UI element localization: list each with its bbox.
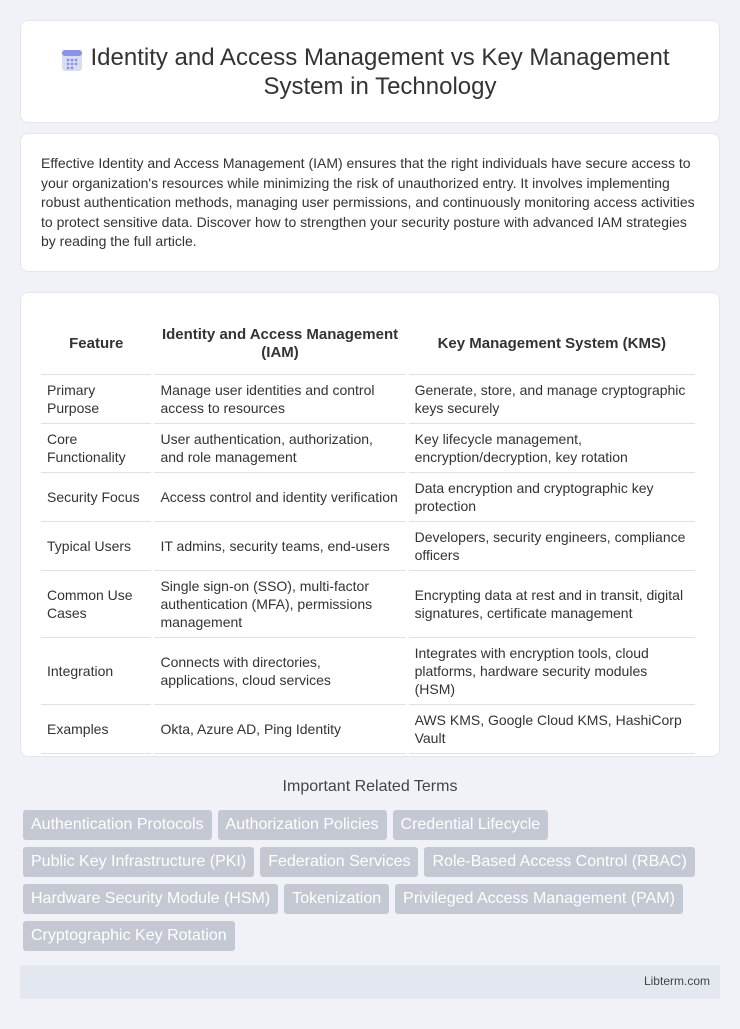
related-term-tag[interactable]: Authentication Protocols <box>23 810 212 840</box>
related-terms-list <box>23 810 723 951</box>
kms-cell: Encrypting data at rest and in transit, digital signatures, certificate management <box>409 571 695 638</box>
title-card <box>20 20 720 123</box>
iam-cell: Connects with directories, applications, cloud services <box>154 638 405 705</box>
table-row <box>41 473 695 522</box>
iam-cell: Okta, Azure AD, Ping Identity <box>154 705 405 754</box>
kms-cell: Generate, store, and manage cryptographic keys securely <box>409 375 695 424</box>
comparison-table <box>38 313 698 754</box>
feature-cell: Security Focus <box>41 473 151 522</box>
table-row <box>41 571 695 638</box>
comparison-card <box>20 292 720 757</box>
related-term-tag[interactable]: Authorization Policies <box>218 810 387 840</box>
iam-cell: Manage user identities and control access to resources <box>154 375 405 424</box>
header-feature: Feature <box>41 313 151 375</box>
kms-cell: Data encryption and cryptographic key protection <box>409 473 695 522</box>
iam-cell: Single sign-on (SSO), multi-factor authentication (MFA), permissions management <box>154 571 405 638</box>
header-iam: Identity and Access Management (IAM) <box>154 313 405 375</box>
related-terms-title: Important Related Terms <box>282 778 458 795</box>
intro-text: Effective Identity and Access Management (IAM) ensures that the right individuals have secure access to your organization's resources while minimizing the risk of unauthorized entry. It involves implementing robust authentication methods, managing user permissions, and continuously monitoring access activities to protect sensitive data. Discover how to strengthen your security posture with advanced IAM strategies by reading the full article. <box>41 155 695 249</box>
iam-cell: Access control and identity verification <box>154 473 405 522</box>
iam-cell: IT admins, security teams, end-users <box>154 522 405 571</box>
related-term-tag[interactable]: Hardware Security Module (HSM) <box>23 884 278 914</box>
related-term-tag[interactable]: Federation Services <box>260 847 418 877</box>
header-kms: Key Management System (KMS) <box>409 313 695 375</box>
table-row <box>41 424 695 473</box>
footer-bar <box>20 965 720 999</box>
related-term-tag[interactable]: Tokenization <box>284 884 389 914</box>
footer-site-link[interactable]: Libterm.com <box>643 974 710 988</box>
feature-cell: Primary Purpose <box>41 375 151 424</box>
table-row <box>41 638 695 705</box>
table-row <box>41 522 695 571</box>
related-term-tag[interactable]: Role-Based Access Control (RBAC) <box>424 847 694 877</box>
related-term-tag[interactable]: Privileged Access Management (PAM) <box>395 884 683 914</box>
table-header-row <box>41 313 695 375</box>
related-term-tag[interactable]: Public Key Infrastructure (PKI) <box>23 847 254 877</box>
feature-cell: Common Use Cases <box>41 571 151 638</box>
feature-cell: Core Functionality <box>41 424 151 473</box>
page-title: Identity and Access Management vs Key Management System in Technology <box>90 43 670 100</box>
table-row <box>41 375 695 424</box>
kms-cell: Key lifecycle management, encryption/decryption, key rotation <box>409 424 695 473</box>
iam-cell: User authentication, authorization, and role management <box>154 424 405 473</box>
table-row <box>41 705 695 754</box>
intro-card <box>20 133 720 272</box>
feature-cell: Examples <box>41 705 151 754</box>
feature-cell: Integration <box>41 638 151 705</box>
kms-cell: Developers, security engineers, compliance officers <box>409 522 695 571</box>
feature-cell: Typical Users <box>41 522 151 571</box>
kms-cell: Integrates with encryption tools, cloud platforms, hardware security modules (HSM) <box>409 638 695 705</box>
related-term-tag[interactable]: Cryptographic Key Rotation <box>23 921 235 951</box>
kms-cell: AWS KMS, Google Cloud KMS, HashiCorp Vault <box>409 705 695 754</box>
related-term-tag[interactable]: Credential Lifecycle <box>393 810 549 840</box>
